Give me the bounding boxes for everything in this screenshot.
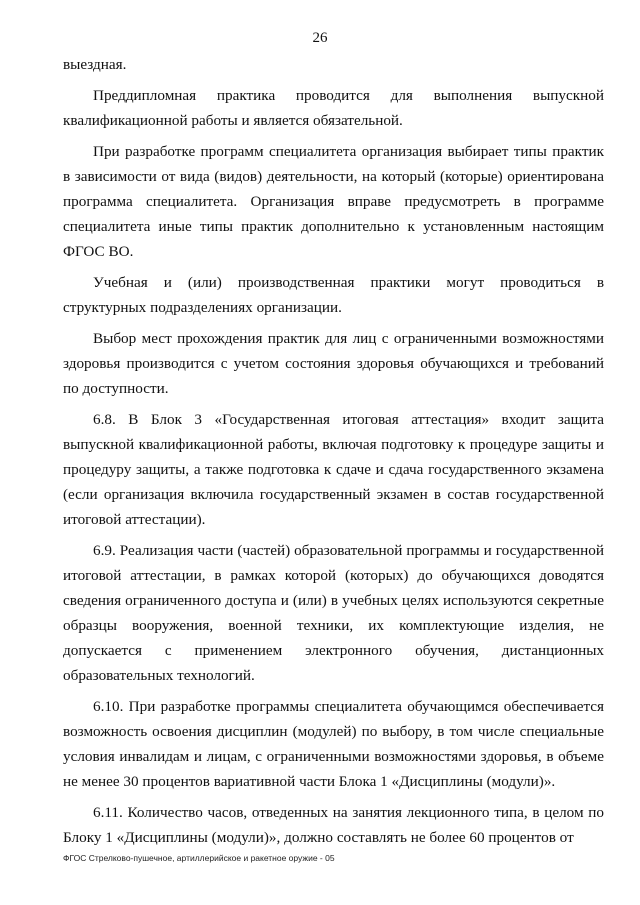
page-number: 26 [312, 30, 328, 46]
paragraph-structural-units: Учебная и (или) производственная практики могут проводиться в структурных подразделениях организации. [63, 274, 604, 316]
paragraph-6-9: 6.9. Реализация части (частей) образовательной программы и государственной итоговой аттестации, в рамках которой (которых) до обучающихся доводятся сведения ограниченного доступа и (или) в учебных целях используются секретные образцы вооружения, военной техники, их комплектующие изделия, не допускается с применением электронного обучения, дистанционных образовательных технологий. [63, 542, 604, 684]
paragraph-continuation: выездная. [63, 56, 127, 73]
page-footer: ФГОС Стрелково-пушечное, артиллерийское и ракетное оружие - 05 [63, 853, 335, 863]
paragraph-6-8: 6.8. В Блок 3 «Государственная итоговая аттестация» входит защита выпускной квалификационной работы, включая подготовку к процедуре защиты и процедуру защиты, а также подготовка к сдаче и сдача государственного экзамена (если организация включила государственный экзамен в состав государственной итоговой аттестации). [63, 411, 604, 528]
paragraph-practice-types: При разработке программ специалитета организация выбирает типы практик в зависимости от вида (видов) деятельности, на который (которые) ориентирована программа специалитета. Организация вправе предусмотреть в программе специалитета иные типы практик дополнительно к установленным настоящим ФГОС ВО. [63, 143, 604, 260]
document-body [63, 52, 604, 856]
paragraph-disabilities-practice: Выбор мест прохождения практик для лиц с ограниченными возможностями здоровья производится с учетом состояния здоровья обучающихся и требований по доступности. [63, 330, 604, 397]
paragraph-6-11: 6.11. Количество часов, отведенных на занятия лекционного типа, в целом по Блоку 1 «Дисциплины (модули)», должно составлять не более 60 процентов от [63, 804, 604, 846]
paragraph-6-10: 6.10. При разработке программы специалитета обучающимся обеспечивается возможность освоения дисциплин (модулей) по выбору, в том числе специальные условия инвалидам и лицам, с ограниченными возможностями здоровья, в объеме не менее 30 процентов вариативной части Блока 1 «Дисциплины (модули)». [63, 698, 604, 790]
paragraph-prediploma-practice: Преддипломная практика проводится для выполнения выпускной квалификационной работы и является обязательной. [63, 87, 604, 129]
